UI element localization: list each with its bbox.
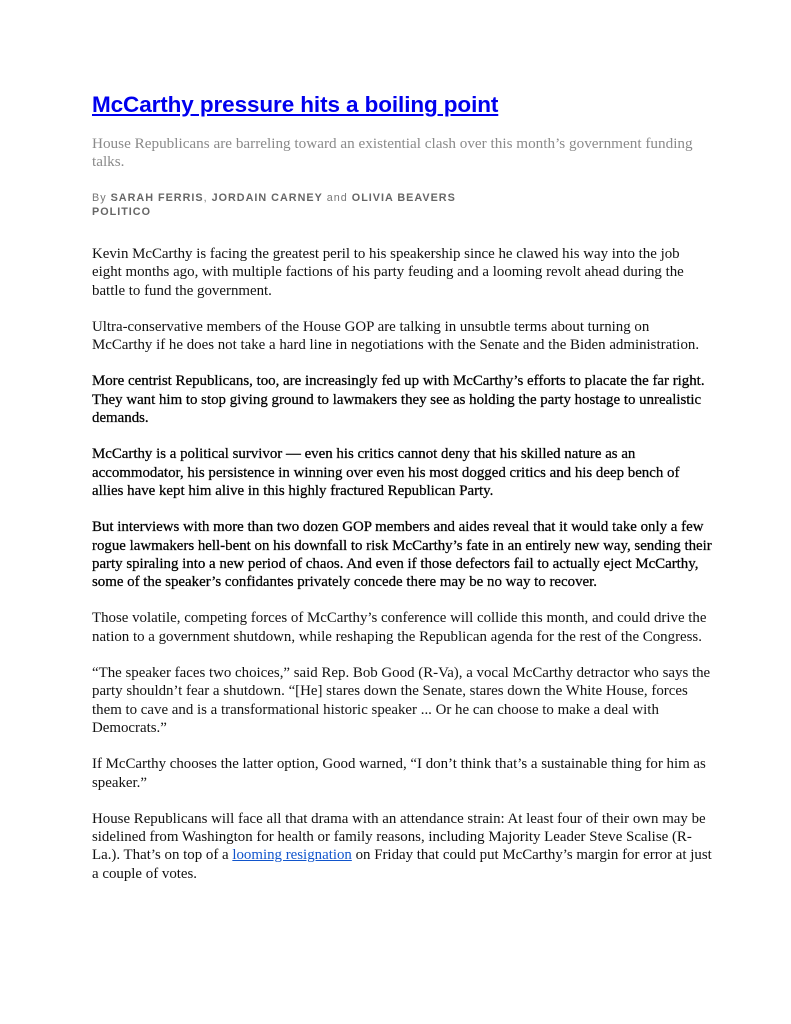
byline-and: and bbox=[326, 192, 348, 204]
publication-name: POLITICO bbox=[92, 206, 151, 218]
paragraph-text: House Republicans will face all that drama with an attendance strain: At least four of their own may be sidelined from Washington for health or family reasons, including Majority Leader Steve Scalise (R-La.). That’s on top of a bbox=[92, 810, 706, 864]
author-name: JORDAIN CARNEY bbox=[211, 192, 323, 204]
byline bbox=[92, 191, 712, 219]
body-paragraph: Kevin McCarthy is facing the greatest peril to his speakership since he clawed his way into the job eight months ago, with multiple factions of his party feuding and a looming revolt ahead during the battle to fund the government. bbox=[92, 246, 684, 299]
body-paragraph: Ultra-conservative members of the House GOP are talking in unsubtle terms about turning on McCarthy if he does not take a hard line in negotiations with the Senate and the Biden administration. bbox=[92, 318, 700, 354]
author-name: SARAH FERRIS bbox=[110, 192, 204, 204]
body-paragraph: McCarthy is a political survivor — even his critics cannot deny that his skilled nature as an accommodator, his persistence in winning over even his most dogged critics and his deep bench of allies have kept him alive in this highly fractured Republican Party. bbox=[92, 446, 680, 499]
article-dek: House Republicans are barreling toward an existential clash over this month’s government funding talks. bbox=[92, 135, 693, 170]
body-paragraph: More centrist Republicans, too, are increasingly fed up with McCarthy’s efforts to placate the far right. They want him to stop giving ground to lawmakers they see as holding the party hostage to unrealistic demands. bbox=[92, 373, 705, 427]
article-body bbox=[92, 245, 712, 883]
body-paragraph: Those volatile, competing forces of McCarthy’s conference will collide this month, and could drive the nation to a government shutdown, while reshaping the Republican agenda for the rest of the Congress. bbox=[92, 610, 707, 645]
article bbox=[92, 90, 712, 901]
paragraph-text: on Friday that could put McCarthy’s margin for error at just a couple of votes. bbox=[92, 847, 712, 882]
author-name: OLIVIA BEAVERS bbox=[351, 192, 456, 204]
body-paragraph-with-link bbox=[92, 810, 712, 883]
byline-by: By bbox=[92, 192, 107, 204]
body-paragraph: If McCarthy chooses the latter option, Good warned, “I don’t think that’s a sustainable thing for him as speaker.” bbox=[92, 756, 706, 791]
body-paragraph: “The speaker faces two choices,” said Rep. Bob Good (R-Va), a vocal McCarthy detractor who says the party shouldn’t fear a shutdown. “[He] stares down the Senate, stares down the White House, forces them to cave and is a transformational historic speaker ... Or he can choose to make a deal with Democrats.” bbox=[92, 665, 711, 736]
byline-separator: , bbox=[203, 192, 208, 204]
article-headline-link[interactable]: McCarthy pressure hits a boiling point bbox=[92, 92, 499, 117]
looming-resignation-link[interactable]: looming resignation bbox=[232, 847, 352, 864]
body-paragraph: But interviews with more than two dozen GOP members and aides reveal that it would take only a few rogue lawmakers hell-bent on his downfall to risk McCarthy’s fate in an entirely new way, sending their party spiraling into a new period of chaos. And even if those defectors fail to actually eject McCarthy, some of the speaker’s confidantes privately concede there may be no way to recover. bbox=[92, 519, 712, 591]
